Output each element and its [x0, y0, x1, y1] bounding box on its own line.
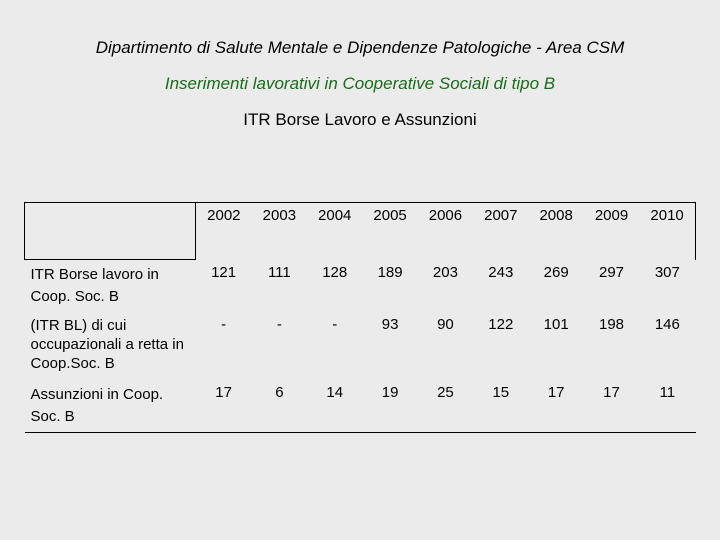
table-cell: - — [332, 316, 338, 333]
year-header: 2009 — [584, 203, 639, 260]
row-label-line: in Coop. Soc. B — [30, 386, 164, 425]
row-label-line: ITR Borse lavoro — [30, 266, 144, 283]
table-cell: 111 — [267, 263, 291, 281]
table-cell: 90 — [437, 316, 454, 333]
row-label — [25, 380, 196, 433]
table-cell: 93 — [381, 316, 399, 333]
row-label-line: occupazionali a retta — [30, 336, 169, 353]
row-label — [25, 260, 196, 313]
year-header: 2004 — [307, 203, 362, 260]
table-cell: 297 — [599, 263, 625, 281]
table-header-row — [25, 203, 696, 260]
table-cell: - — [221, 316, 227, 333]
year-header: 2010 — [639, 203, 695, 260]
table-cell: 203 — [432, 263, 458, 281]
table-cell: 25 — [418, 380, 473, 433]
year-header: 2007 — [473, 203, 528, 260]
table-cell: 15 — [473, 380, 528, 433]
year-header: 2006 — [418, 203, 473, 260]
table-cell: 14 — [307, 380, 362, 433]
row-label-line: in Coop. Soc. B — [30, 266, 159, 305]
table-cell: - — [276, 316, 282, 333]
data-table — [24, 202, 696, 433]
table-cell: 17 — [528, 380, 583, 433]
table-cell: 269 — [543, 263, 569, 281]
table-cell: 101 — [543, 316, 569, 333]
year-header: 2002 — [196, 203, 252, 260]
table-cell: 189 — [377, 263, 403, 281]
table-cell: 17 — [196, 380, 252, 433]
table-cell: 11 — [639, 380, 695, 433]
year-header: 2008 — [528, 203, 583, 260]
table-cell: 17 — [584, 380, 639, 433]
table-cell: 307 — [654, 263, 680, 281]
table-cell: 6 — [252, 380, 307, 433]
table-cell: 128 — [322, 263, 348, 281]
table-cell: 19 — [362, 380, 417, 433]
row-label-line: Assunzioni — [30, 386, 104, 403]
table-cell: 121 — [211, 263, 237, 281]
table-cell: 198 — [599, 316, 625, 333]
row-label-line: in Coop.Soc. B — [30, 336, 184, 372]
table-row — [25, 260, 696, 313]
table-cell: 122 — [488, 316, 514, 333]
corner-cell — [25, 203, 196, 260]
row-label — [25, 312, 196, 380]
table-cell: 243 — [488, 263, 514, 281]
department-title: Dipartimento di Salute Mentale e Dipendenze Patologiche - Area CSM — [95, 38, 625, 57]
year-header: 2003 — [252, 203, 307, 260]
table-cell: 146 — [654, 316, 680, 333]
subtitle: Inserimenti lavorativi in Cooperative Sociali di tipo B — [164, 74, 556, 93]
table-row — [25, 312, 696, 380]
year-header: 2005 — [362, 203, 417, 260]
row-label-line: (ITR BL) di cui — [30, 317, 127, 334]
table-row — [25, 380, 696, 433]
table-heading: ITR Borse Lavoro e Assunzioni — [243, 110, 477, 129]
